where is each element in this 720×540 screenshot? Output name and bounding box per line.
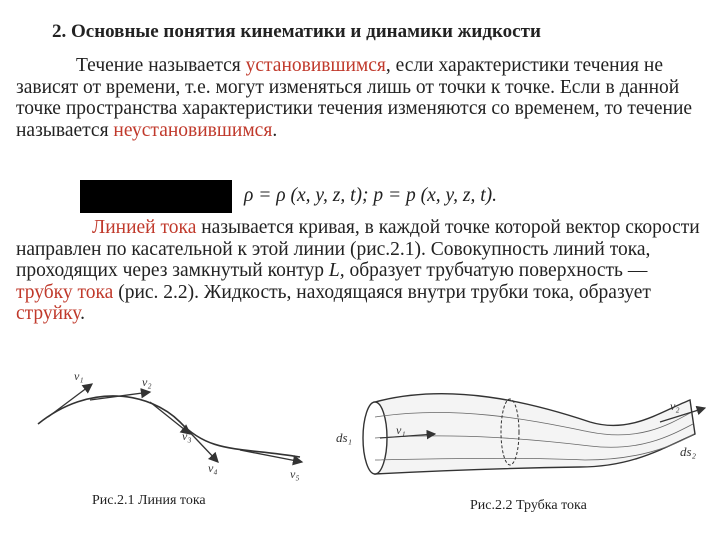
label-v2: v₂ xyxy=(142,375,152,389)
paragraph-streamline: Линией тока называется кривая, в каждой точке которой вектор скорости направлен по касательной к этой линии (рис.2.1). Совокупность линий тока, проходящих через замкнутый контур L, образует трубчатую поверхность — трубку тока (рис. 2.2). Жидкость, находящаяся внутри трубки тока, образует струйку. xyxy=(16,217,700,324)
label-tube-v1: v₁ xyxy=(396,423,406,437)
label-tube-v2: v₂ xyxy=(670,399,680,413)
label-ds2: ds₂ xyxy=(680,444,697,459)
figure-streamline xyxy=(30,362,320,492)
label-v1: v₁ xyxy=(74,369,84,383)
label-ds1: ds₁ xyxy=(336,430,353,445)
streamline-curve xyxy=(38,396,300,457)
tube-outline xyxy=(375,394,695,474)
formula: ρ = ρ (x, y, z, t); p = p (x, y, z, t). xyxy=(244,185,497,206)
term-unsteady: неустановившимся xyxy=(113,119,273,141)
redacted-block xyxy=(80,180,232,213)
term-stream-tube: трубку тока xyxy=(16,281,114,303)
velocity-vector-v1 xyxy=(48,384,92,417)
figure-stream-tube xyxy=(330,372,715,487)
caption-fig-2-2: Рис.2.2 Трубка тока xyxy=(470,498,587,513)
term-streamline: Линией тока xyxy=(92,217,197,238)
caption-fig-2-1: Рис.2.1 Линия тока xyxy=(92,493,206,508)
paragraph-steady-flow: Течение называется установившимся, если характеристики течения не зависят от времени, т.е. могут изменяться лишь от точки к точке. Если в данной точке пространства характеристики течения изменяются со временем, то течение называется неустановившимся. xyxy=(16,55,693,141)
label-v3: v₃ xyxy=(182,429,192,443)
term-steady: установившимся xyxy=(245,55,386,76)
label-v5: v₅ xyxy=(290,467,300,481)
label-v4: v₄ xyxy=(208,461,218,475)
term-filament: струйку xyxy=(16,303,81,324)
page-title: 2. Основные понятия кинематики и динамики жидкости xyxy=(52,21,541,42)
